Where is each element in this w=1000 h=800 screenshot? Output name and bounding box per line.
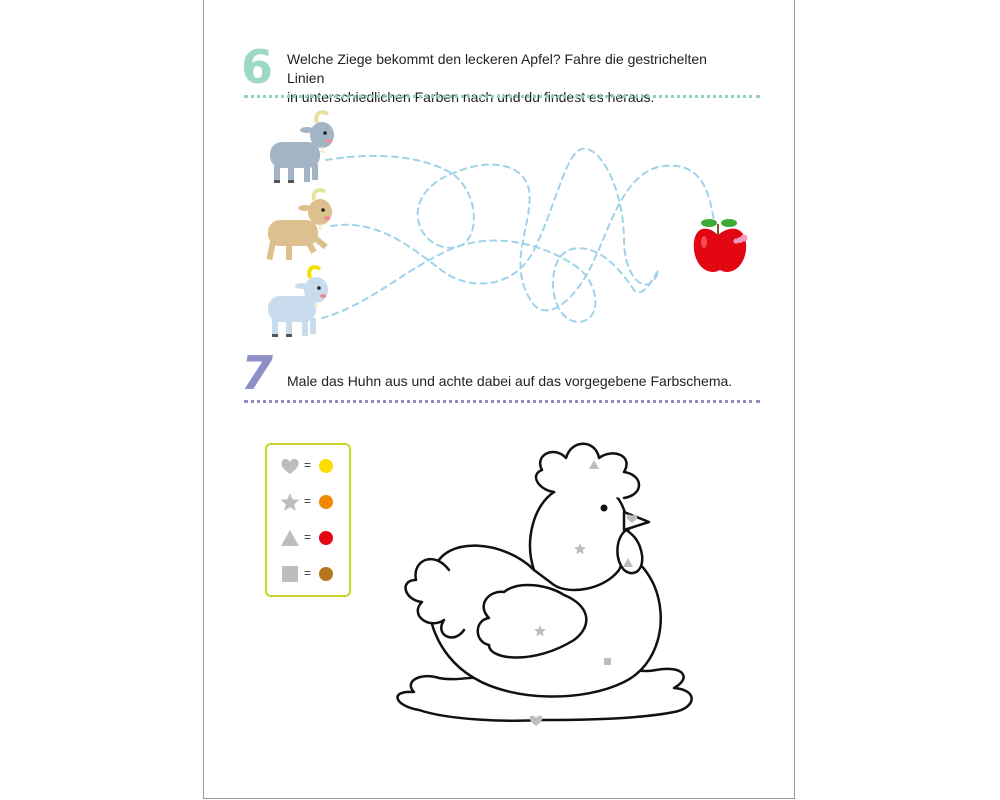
legend-equals: =: [304, 458, 312, 472]
task-6-number: 6: [241, 40, 274, 94]
chicken-eye: [601, 505, 608, 512]
apple-icon[interactable]: [694, 219, 748, 272]
grey-goat-icon[interactable]: [270, 112, 334, 183]
path-from-blue-goat: [322, 241, 659, 322]
square-icon: [604, 658, 611, 665]
task-6-divider: [244, 95, 760, 98]
worksheet-page: [203, 0, 795, 799]
chicken-coloring-image[interactable]: [204, 420, 794, 790]
chicken-head: [530, 482, 629, 590]
path-from-beige-goat: [331, 149, 659, 285]
legend-equals: =: [304, 494, 312, 508]
task-6-instruction: [287, 50, 747, 107]
light-blue-goat-icon[interactable]: [268, 267, 328, 337]
chicken-comb: [536, 444, 639, 498]
beige-goat-icon[interactable]: [266, 190, 332, 260]
task-6-text-line1: Welche Ziege bekommt den leckeren Apfel? Fahre die gestrichelten Linien: [287, 51, 707, 86]
goat-maze: [204, 100, 794, 340]
dashed-paths[interactable]: [322, 149, 714, 322]
legend-equals: =: [304, 530, 312, 544]
task-7-divider: [244, 400, 760, 403]
chicken-beak: [624, 512, 649, 530]
task-7-number: 7: [241, 346, 274, 400]
legend-equals: =: [304, 566, 312, 580]
task-6-text-line2: in unterschiedlichen Farben nach und du findest es heraus.: [287, 89, 655, 105]
task-7-instruction: Male das Huhn aus und achte dabei auf das vorgegebene Farbschema.: [287, 373, 733, 389]
